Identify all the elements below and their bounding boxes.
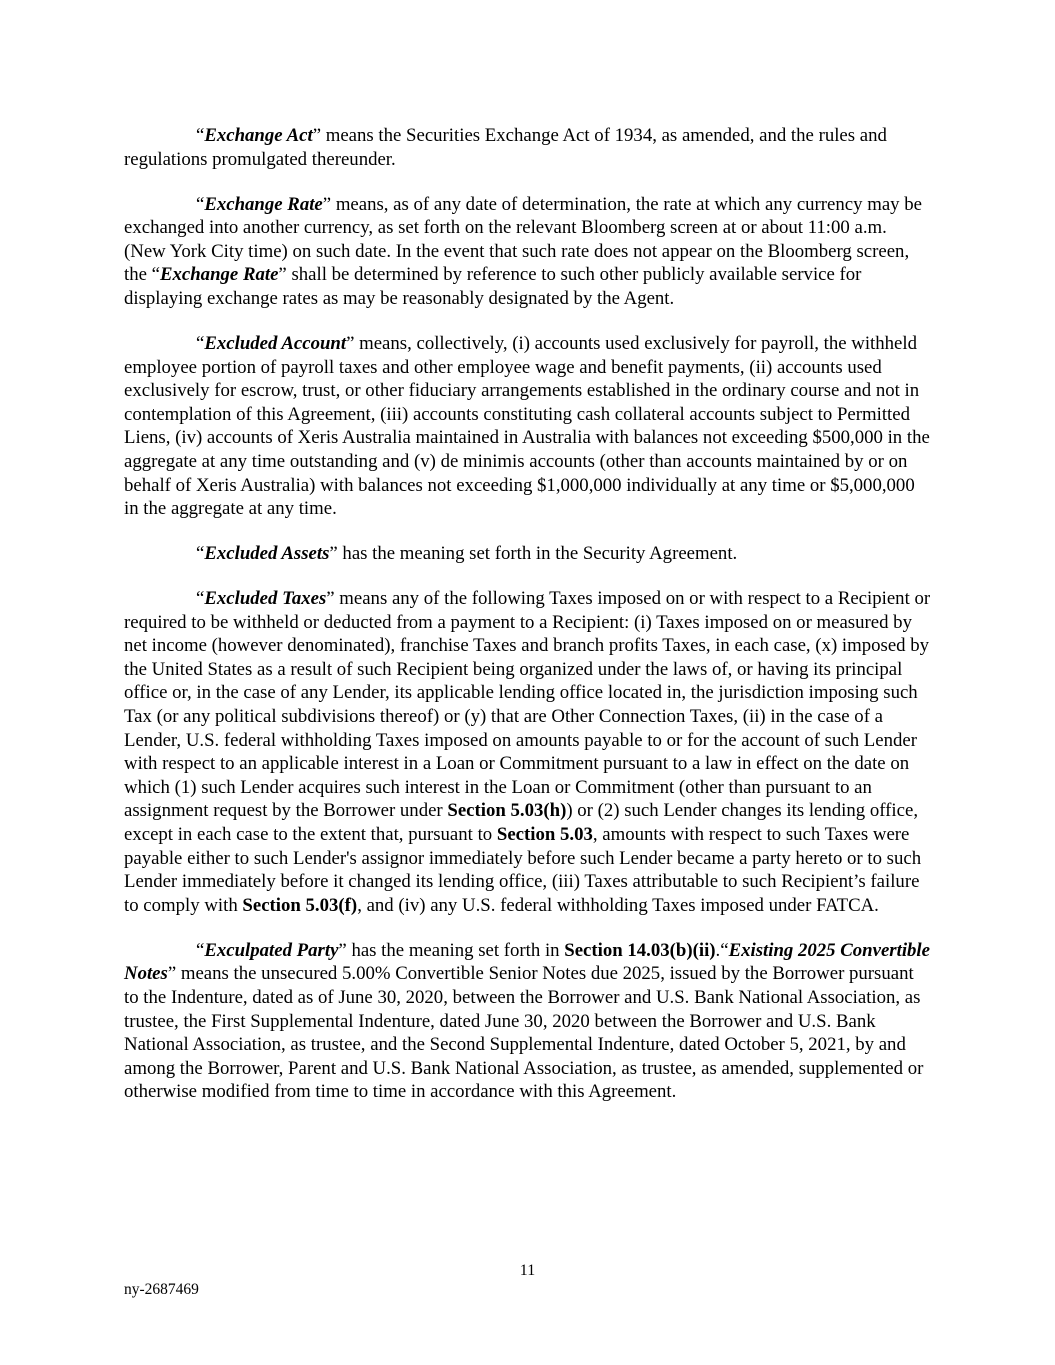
defined-term: Existing 2025 Convertible Notes (124, 939, 930, 985)
definition-text: ” means the unsecured 5.00% Convertible Senior Notes due 2025, issued by the Borrower pursuant to the Indenture, dated as of June 30, 2020, between the Borrower and U.S. Bank National Association, as trustee, the First Supplemental Indenture, dated June 30, 2020 between the Borrower and U.S. Bank National Association, as trustee, and the Second Supplemental Indenture, dated October 5, 2021, by and among the Borrower, Parent and U.S. Bank National Association, as trustee, as amended, supplemented or otherwise modified from time to time in accordance with this Agreement. (124, 963, 924, 1103)
definition-excluded-assets (124, 542, 932, 566)
defined-term: Excluded Taxes (204, 588, 327, 610)
definition-text: ) or (2) such Lender changes its lending office, except in each case to the extent that, pursuant to (124, 800, 919, 845)
page-number: 11 (519, 1262, 536, 1279)
definition-text: ” means any of the following Taxes imposed on or with respect to a Recipient or required to be withheld or deducted from a payment to a Recipient: (i) Taxes imposed on or measured by net income (however denominated), franchise Taxes and branch profits Taxes, in each case, (x) imposed by the United States as a result of such Recipient being organized under the laws of, or having its principal office or, in the case of any Lender, its applicable lending office located in, the jurisdiction imposing such Tax (or any political subdivisions thereof) or (y) that are Other Connection Taxes, (ii) in the case of a Lender, U.S. federal withholding Taxes imposed on amounts payable to or for the account of such Lender with respect to an applicable interest in a Loan or Commitment pursuant to a law in effect on the date on which (1) such Lender acquires such interest in the Loan or Commitment (other than pursuant to an assignment request by the Borrower under (124, 588, 931, 822)
document-body (124, 124, 932, 1125)
definition-text: ” means the Securities Exchange Act of 1934, as amended, and the rules and regulations promulgated thereunder. (124, 125, 887, 170)
definition-text: “ (196, 125, 205, 146)
definition-text: “ (196, 193, 205, 215)
definition-text: “ (196, 588, 205, 610)
document-id: ny-2687469 (124, 1281, 199, 1298)
defined-term: Exchange Rate (204, 193, 323, 215)
defined-term: Excluded Account (204, 332, 347, 354)
definition-text: “ (196, 939, 205, 961)
defined-term: Excluded Assets (204, 543, 330, 565)
definition-text: ” means, collectively, (i) accounts used exclusively for payroll, the withheld employee portion of payroll taxes and other employee wage and benefit payments, (ii) accounts used exclusively for escrow, trust, or other fiduciary arrangements established in the ordinary course and not in contemplation of this Agreement, (iii) accounts constituting cash collateral accounts subject to Permitted Liens, (iv) accounts of Xeris Australia maintained in Australia with balances not exceeding $500,000 in the aggregate at any time outstanding and (v) de minimis accounts (other than accounts maintained by or on behalf of Xeris Australia) with balances not exceeding $1,000,000 individually at any time or $5,000,000 in the aggregate at any time. (124, 332, 930, 520)
definition-text: , amounts with respect to such Taxes were payable either to such Lender's assignor immediately before such Lender became a party hereto or to such Lender immediately before it changed its lending office, (iii) Taxes attributable to such Recipient’s failure to comply with (124, 824, 922, 916)
defined-term: Exchange Rate (159, 264, 279, 286)
definition-text: .“ (715, 939, 729, 961)
definition-text: ” has the meaning set forth in (338, 939, 565, 961)
definition-exculpated-party (124, 939, 932, 1104)
section-reference: Section 14.03(b)(ii) (564, 939, 716, 961)
definition-text: “ (196, 332, 205, 354)
section-reference: Section 5.03 (496, 824, 593, 845)
definition-excluded-taxes (124, 587, 932, 917)
definition-text: “ (196, 543, 205, 565)
definition-exchange-rate (124, 193, 932, 311)
section-reference: Section 5.03(f) (242, 894, 358, 916)
definition-exchange-act (124, 124, 932, 171)
definition-text: ” shall be determined by reference to such other publicly available service for displaying exchange rates as may be reasonably designated by the Agent. (124, 264, 862, 309)
definition-text: , and (iv) any U.S. federal withholding Taxes imposed under FATCA. (357, 894, 879, 916)
definition-text: ” has the meaning set forth in the Security Agreement. (329, 543, 738, 565)
defined-term: Exchange Act (204, 125, 313, 146)
definition-excluded-account (124, 332, 932, 521)
section-reference: Section 5.03(h) (447, 800, 567, 822)
definition-text: ” means, as of any date of determination, the rate at which any currency may be exchanged into another currency, as set forth on the relevant Bloomberg screen at or about 11:00 a.m. (New York City time) on such date. In the event that such rate does not appear on the Bloomberg screen, the “ (124, 193, 922, 286)
defined-term: Exculpated Party (204, 939, 339, 961)
